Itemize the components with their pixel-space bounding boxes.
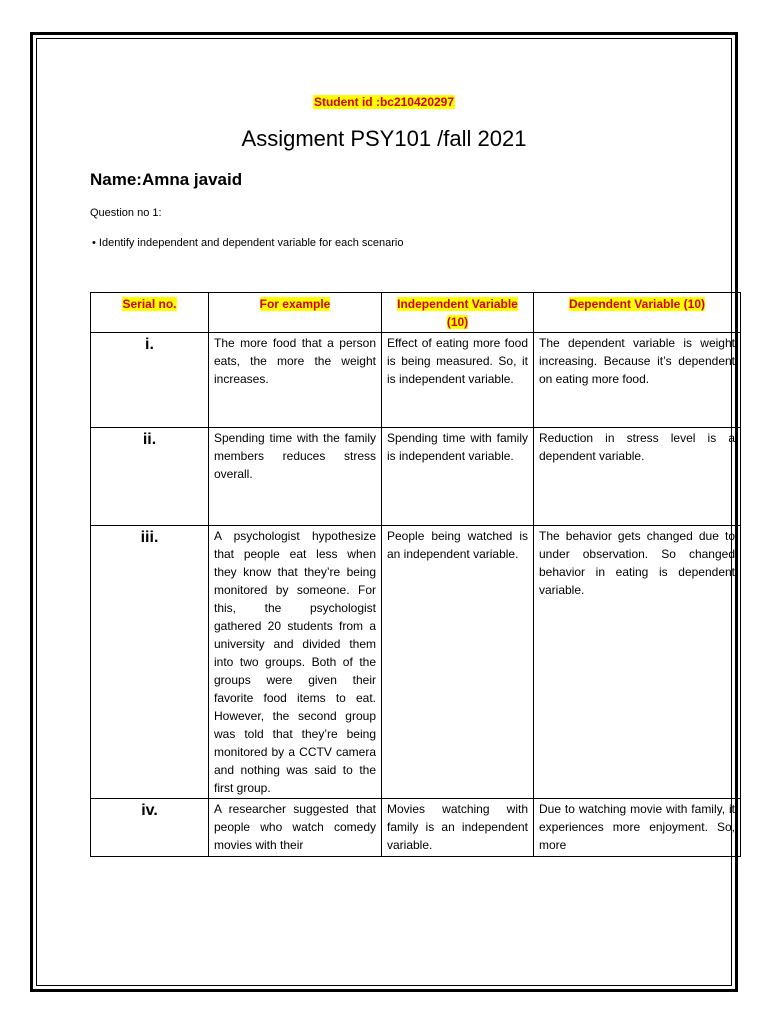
header-example: For example — [209, 293, 382, 333]
row-serial: iii. — [91, 526, 209, 799]
row-serial: i. — [91, 333, 209, 428]
question-label: Question no 1: — [90, 207, 162, 219]
row-independent: Spending time with family is independent variable. — [382, 428, 534, 526]
row-example: A researcher suggested that people who watch comedy movies with their — [209, 799, 382, 857]
row-serial: ii. — [91, 428, 209, 526]
row-independent: People being watched is an independent variable. — [382, 526, 534, 799]
table-header-row — [91, 293, 741, 333]
row-dependent: Reduction in stress level is a dependent variable. — [534, 428, 741, 526]
page-title: Assigment PSY101 /fall 2021 — [241, 126, 527, 151]
row-independent: Movies watching with family is an independent variable. — [382, 799, 534, 857]
table-row — [91, 333, 741, 428]
variables-table — [90, 292, 741, 857]
row-dependent: The behavior gets changed due to under observation. So changed behavior in eating is dependent variable. — [534, 526, 741, 799]
instruction-bullet: • Identify independent and dependent variable for each scenario — [92, 237, 404, 249]
table-row — [91, 799, 741, 857]
header-serial: Serial no. — [91, 293, 209, 333]
header-dependent: Dependent Variable (10) — [534, 293, 741, 333]
row-independent: Effect of eating more food is being measured. So, it is independent variable. — [382, 333, 534, 428]
row-example: A psychologist hypothesize that people eat less when they know that they’re being monitored by someone. For this, the psychologist gathered 20 students from a university and divided them into two groups. Both of the groups were given their favorite food items to eat. However, the second group was told that they’re being monitored by a CCTV camera and nothing was said to the first group. — [209, 526, 382, 799]
header-independent: Independent Variable (10) — [382, 293, 534, 333]
student-name: Name:Amna javaid — [90, 170, 243, 189]
student-id: Student id :bc210420297 — [313, 95, 455, 109]
table-row — [91, 526, 741, 799]
row-dependent: Due to watching movie with family, it experiences more enjoyment. So, more — [534, 799, 741, 857]
row-serial: iv. — [91, 799, 209, 857]
table-row — [91, 428, 741, 526]
row-example: Spending time with the family members reduces stress overall. — [209, 428, 382, 526]
row-example: The more food that a person eats, the more the weight increases. — [209, 333, 382, 428]
row-dependent: The dependent variable is weight increasing. Because it’s dependent on eating more food. — [534, 333, 741, 428]
